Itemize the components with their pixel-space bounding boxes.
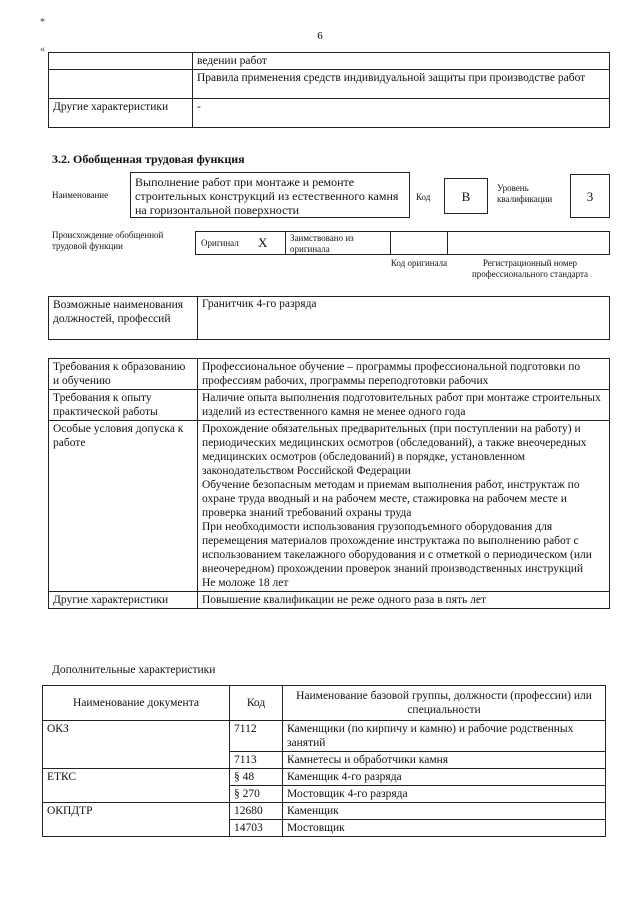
table-row xyxy=(49,359,610,390)
additional-table xyxy=(42,685,606,837)
page-number: 6 xyxy=(317,30,323,42)
positions-table xyxy=(48,296,610,340)
origin-label: Происхождение обобщенной трудовой функции xyxy=(52,230,164,251)
table-row xyxy=(43,721,606,752)
code-cell: § 48 xyxy=(230,769,283,786)
top-continuation-table xyxy=(48,52,610,128)
name-cell: Каменщики (по кирпичу и камню) и рабочие родственных занятий xyxy=(283,721,606,752)
table-cell: ведении работ xyxy=(193,53,610,70)
code-original-box xyxy=(390,231,448,255)
original-box xyxy=(195,231,286,255)
doc-cell: ЕТКС xyxy=(43,769,230,803)
margin-mark: * xyxy=(40,17,45,28)
table-cell: Другие характеристики xyxy=(49,99,193,128)
req-label: Особые условия допуска к работе xyxy=(49,421,198,592)
req-line: Не моложе 18 лет xyxy=(202,577,289,589)
table-row xyxy=(43,803,606,820)
additional-title: Дополнительные характеристики xyxy=(52,664,216,676)
level-value-box: 3 xyxy=(570,174,610,218)
reg-number-label: Регистрационный номер профессионального стандарта xyxy=(471,258,589,279)
req-value: Профессиональное обучение – программы профессиональной подготовки по профессиям рабочих, программы переподготовки рабочих xyxy=(198,359,610,390)
function-name-box: Выполнение работ при монтаже и ремонте строительных конструкций из естественного камня на горизонтальной поверхности xyxy=(130,172,410,218)
code-cell: 14703 xyxy=(230,820,283,837)
req-line: Прохождение обязательных предварительных (при поступлении на работу) и периодических медицинских осмотров (обследований), а также внеочередных медицинских осмотров (обследований) в порядке, установленном законодательством Российской Федерации xyxy=(202,423,587,477)
table-row xyxy=(43,769,606,786)
code-cell: 7113 xyxy=(230,752,283,769)
name-label: Наименование xyxy=(52,190,109,200)
code-value-box: B xyxy=(444,178,488,214)
positions-value: Гранитчик 4-го разряда xyxy=(198,297,610,340)
code-cell: 12680 xyxy=(230,803,283,820)
req-line: При необходимости использования грузоподъемного оборудования для перемещения материалов прохождение инструктажа по выполнению работ с использованием такелажного оборудования и с отметкой о периодическом (или внеочередном) прохождении проверок знаний производственных инструкций xyxy=(202,521,592,575)
table-row xyxy=(49,421,610,592)
borrowed-box xyxy=(285,231,391,255)
req-value xyxy=(198,421,610,592)
borrowed-label: Заимствовано из оригинала xyxy=(290,233,354,254)
name-cell: Каменщик 4-го разряда xyxy=(283,769,606,786)
reg-number-box xyxy=(447,231,610,255)
code-cell: 7112 xyxy=(230,721,283,752)
col-header: Наименование документа xyxy=(43,686,230,721)
doc-cell: ОКЗ xyxy=(43,721,230,769)
original-mark: X xyxy=(258,235,268,250)
col-header: Код xyxy=(230,686,283,721)
table-cell: - xyxy=(193,99,610,128)
name-cell: Мостовщик xyxy=(283,820,606,837)
col-header: Наименование базовой группы, должности (профессии) или специальности xyxy=(283,686,606,721)
req-value: Наличие опыта выполнения подготовительных работ при монтаже строительных изделий из естественного камня не менее одного года xyxy=(198,390,610,421)
original-label: Оригинал xyxy=(201,238,239,248)
name-cell: Мостовщик 4-го разряда xyxy=(283,786,606,803)
table-row xyxy=(49,390,610,421)
requirements-table xyxy=(48,358,610,609)
positions-label: Возможные наименования должностей, профессий xyxy=(49,297,198,340)
req-label: Другие характеристики xyxy=(49,592,198,609)
table-row xyxy=(49,592,610,609)
code-label: Код xyxy=(416,192,431,202)
level-label: Уровень квалификации xyxy=(497,183,553,204)
code-original-label: Код оригинала xyxy=(390,258,448,268)
section-title: 3.2. Обобщенная трудовая функция xyxy=(52,152,245,166)
req-label: Требования к образованию и обучению xyxy=(49,359,198,390)
code-cell: § 270 xyxy=(230,786,283,803)
table-cell: Правила применения средств индивидуальной защиты при производстве работ xyxy=(193,70,610,99)
name-cell: Каменщик xyxy=(283,803,606,820)
req-value: Повышение квалификации не реже одного раза в пять лет xyxy=(198,592,610,609)
req-line: Обучение безопасным методам и приемам выполнения работ, инструктаж по охране труда вводный и на рабочем месте, стажировка на рабочем месте и проверка знаний требований охраны труда xyxy=(202,479,580,519)
doc-cell: ОКПДТР xyxy=(43,803,230,837)
name-cell: Камнетесы и обработчики камня xyxy=(283,752,606,769)
req-label: Требования к опыту практической работы xyxy=(49,390,198,421)
margin-mark: « xyxy=(40,44,45,55)
